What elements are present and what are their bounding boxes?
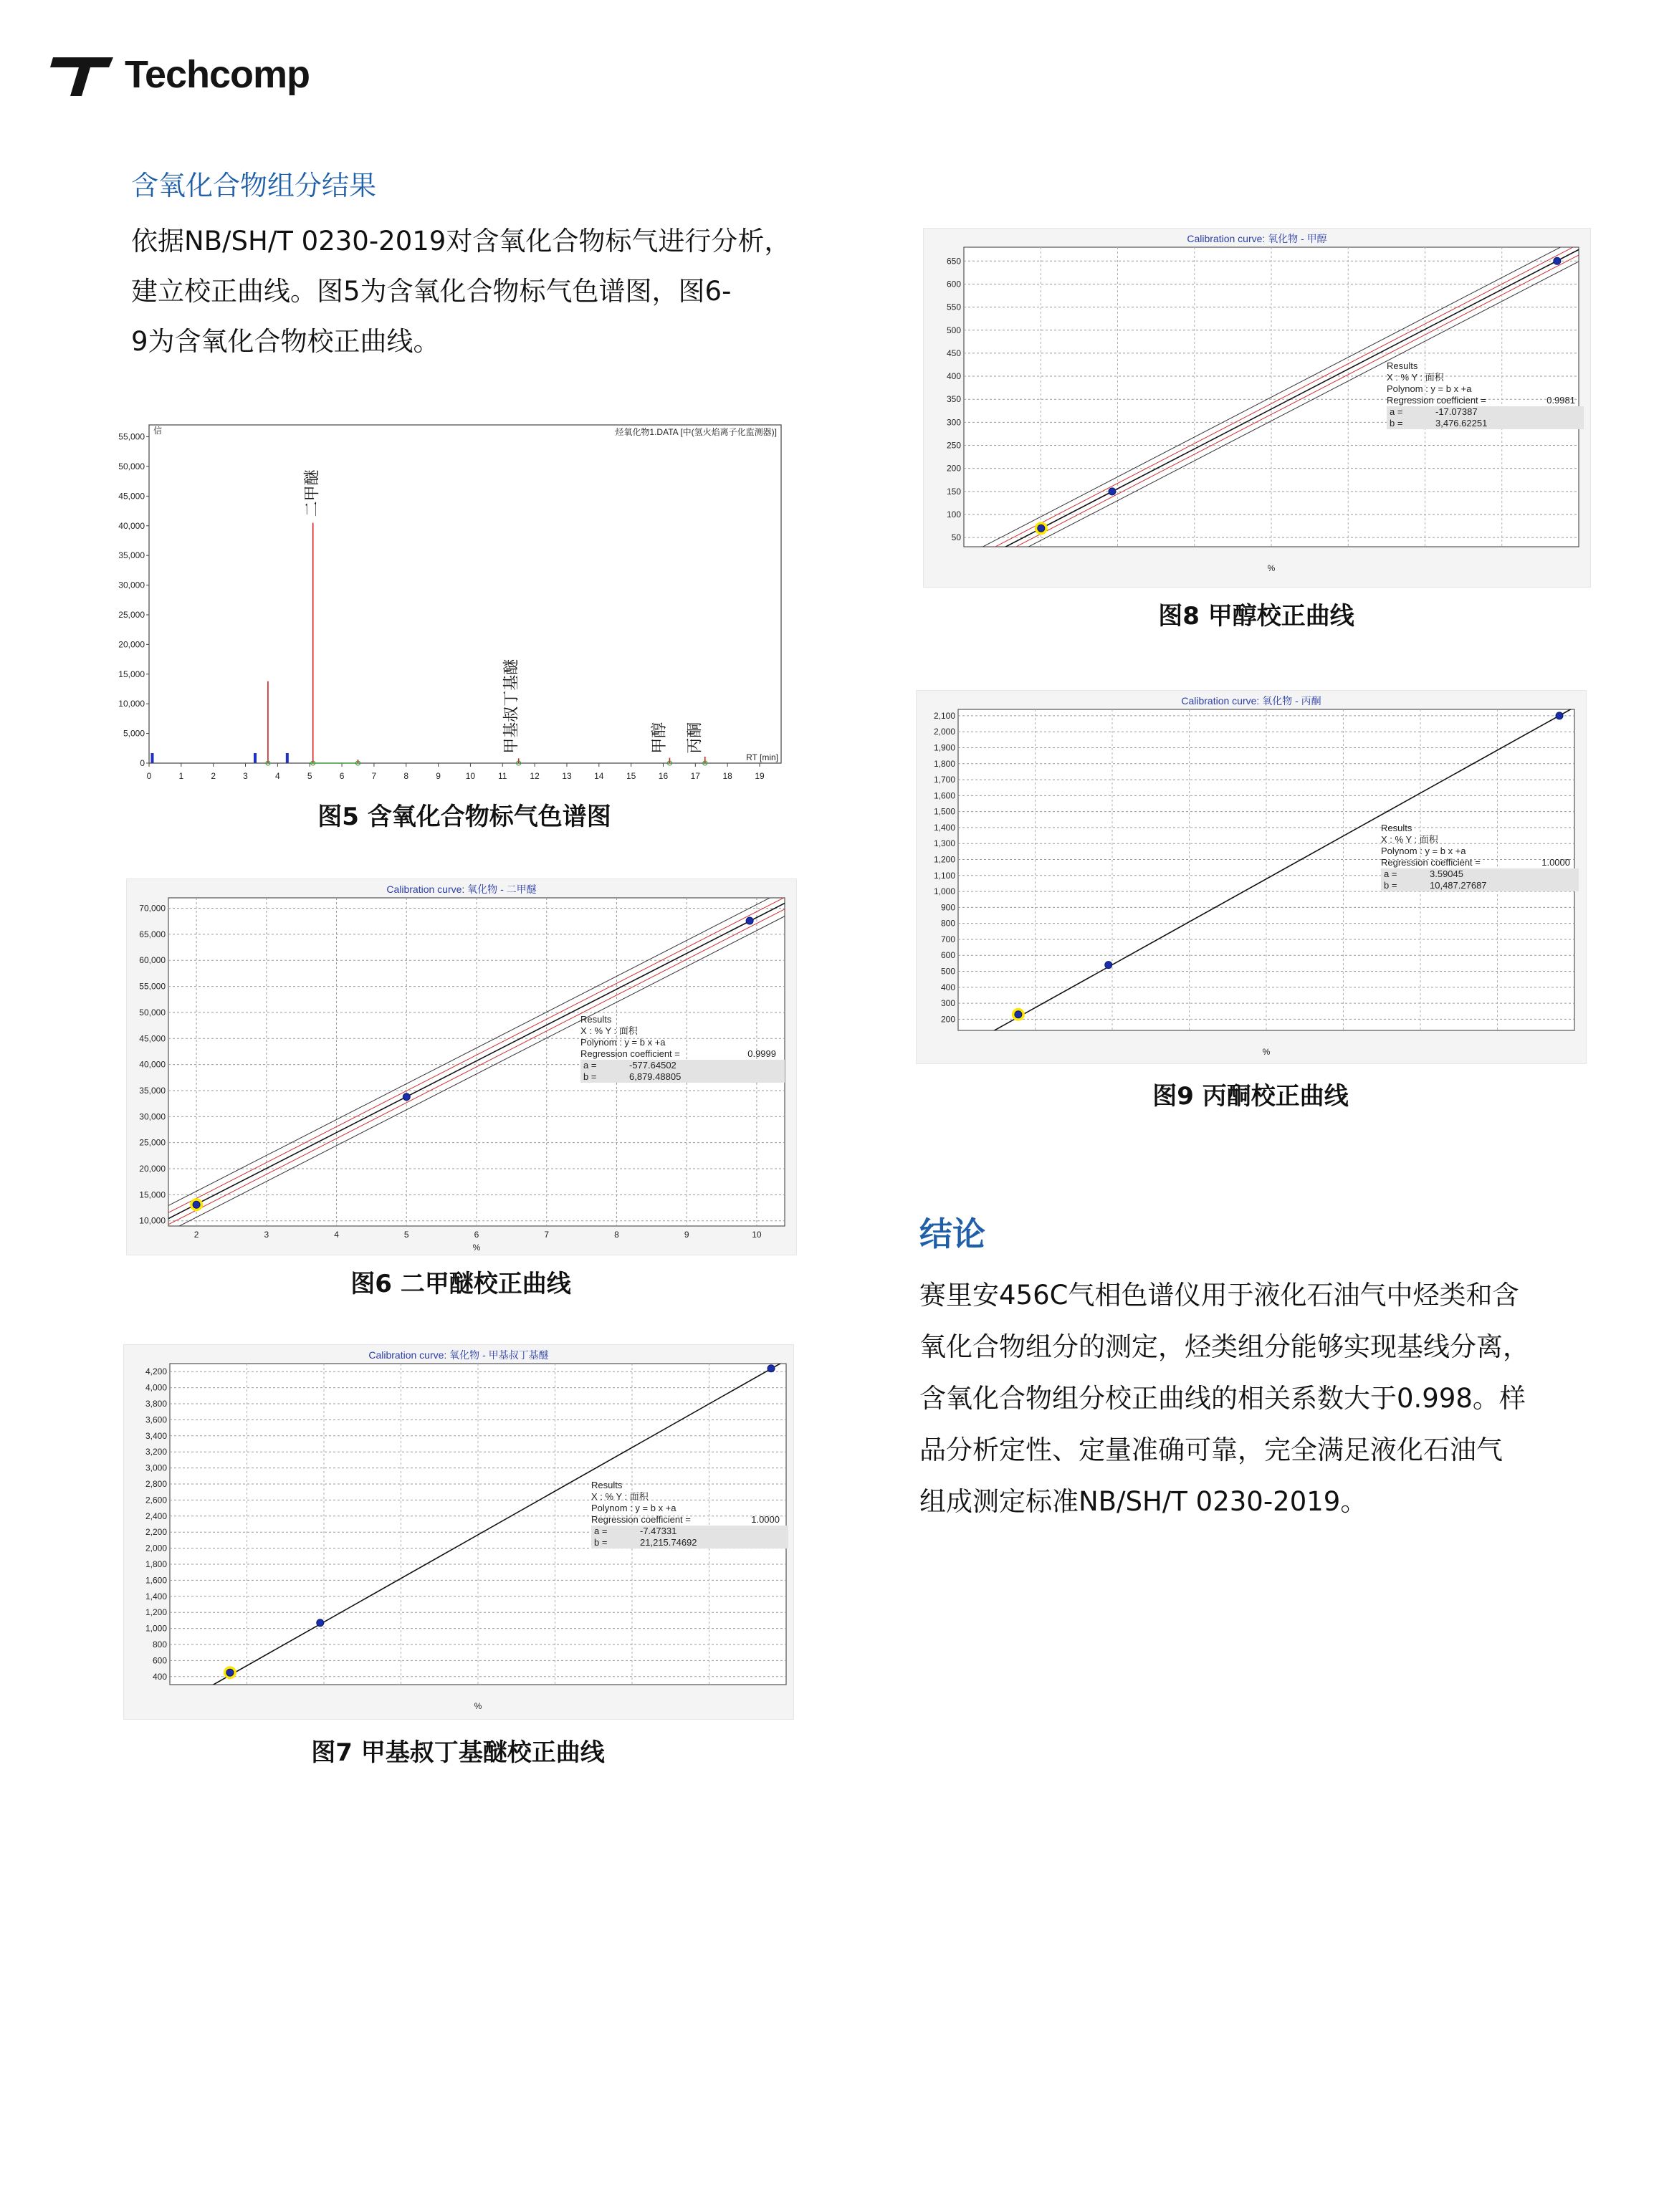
results-a: a = 3.59045	[1381, 868, 1579, 880]
y-tick-label: 5,000	[123, 728, 145, 739]
y-tick-label: 800	[152, 1639, 167, 1650]
y-tick-label: 25,000	[118, 609, 145, 620]
results-box	[580, 1014, 785, 1083]
x-tick-label: 9	[684, 1230, 689, 1240]
results-xy: X : % Y : 面积	[1381, 834, 1438, 845]
y-tick-label: 3,000	[145, 1462, 167, 1473]
figure-7	[123, 1344, 794, 1720]
x-tick-label: 2	[211, 771, 216, 781]
y-tick-label: 1,900	[933, 742, 955, 753]
y-tick-label: 2,800	[145, 1479, 167, 1489]
plot-area	[149, 425, 781, 763]
results-xy: X : % Y : 面积	[1387, 372, 1444, 383]
data-point	[1109, 488, 1116, 495]
y-tick-label: 250	[946, 440, 961, 451]
calibration-title: Calibration curve: 氧化物 - 丙酮	[1181, 695, 1321, 707]
y-tick-label: 400	[152, 1671, 167, 1682]
y-tick-label: 55,000	[139, 981, 166, 992]
x-tick-label: 16	[658, 771, 669, 781]
event-marker	[150, 753, 153, 763]
y-tick-label: 45,000	[139, 1033, 166, 1044]
y-tick-label: 10,000	[139, 1215, 166, 1226]
y-tick-label: 700	[940, 934, 955, 944]
y-tick-label: 0	[140, 758, 145, 768]
y-tick-label: 25,000	[139, 1137, 166, 1148]
data-point	[746, 917, 753, 924]
results-title: Results	[1381, 823, 1412, 833]
results-regression: Regression coefficient = 1.0000	[591, 1514, 780, 1525]
data-point	[1105, 962, 1112, 969]
y-tick-label: 70,000	[139, 903, 166, 914]
results-title: Results	[1387, 360, 1418, 371]
section-title: 含氧化合物组分结果	[131, 170, 377, 201]
x-tick-label: 11	[498, 771, 507, 781]
y-tick-label: 1,200	[933, 854, 955, 865]
y-tick-label: 500	[940, 966, 955, 977]
brand-logo	[50, 49, 310, 100]
calibration-title: Calibration curve: 氧化物 - 甲醇	[1187, 233, 1327, 244]
peak-label: 甲基叔丁基醚	[502, 659, 521, 754]
y-tick-label: 500	[946, 325, 961, 335]
y-tick-label: 2,600	[145, 1495, 167, 1505]
x-tick-label: 14	[594, 771, 604, 781]
x-tick-label: 10	[465, 771, 476, 781]
data-point	[1015, 1011, 1022, 1018]
conclusion-paragraph	[919, 1270, 1607, 1528]
data-point	[768, 1365, 775, 1372]
results-polynom: Polynom : y = b x +a	[591, 1503, 676, 1513]
x-tick-label: 8	[403, 771, 409, 781]
results-b: b = 6,879.48805	[580, 1071, 785, 1083]
x-axis-label: %	[1262, 1047, 1271, 1057]
data-point	[1038, 525, 1045, 532]
y-tick-label: 450	[946, 348, 961, 358]
results-a: a = -7.47331	[591, 1526, 788, 1537]
figure-8	[923, 228, 1591, 588]
y-tick-label: 400	[940, 982, 955, 992]
para-line: 建立校正曲线。图5为含氧化合物标气色谱图，图6-	[131, 276, 732, 307]
x-tick-label: 5	[403, 1230, 409, 1240]
y-tick-label: 200	[946, 463, 961, 474]
y-tick-label: 15,000	[139, 1189, 166, 1200]
y-tick-label: 900	[940, 902, 955, 913]
y-tick-label: 1,300	[933, 838, 955, 849]
x-tick-label: 6	[339, 771, 345, 781]
y-tick-label: 60,000	[139, 955, 166, 966]
y-tick-label: 3,800	[145, 1399, 167, 1409]
peak-label: 甲醇	[650, 722, 669, 754]
data-point	[226, 1669, 234, 1676]
peak-label: 丙酮	[686, 722, 704, 754]
results-polynom: Polynom : y = b x +a	[1381, 846, 1466, 856]
figure-9-caption: 图9 丙酮校正曲线	[1152, 1082, 1349, 1111]
para-line: 依据NB/SH/T 0230-2019对含氧化合物标气进行分析，	[131, 226, 791, 257]
x-tick-label: 9	[436, 771, 441, 781]
results-box	[1381, 823, 1579, 891]
results-polynom: Polynom : y = b x +a	[1387, 383, 1472, 394]
brand-name: Techcomp	[125, 53, 310, 96]
y-tick-label: 1,100	[933, 870, 955, 881]
y-tick-label: 50,000	[139, 1007, 166, 1018]
y-tick-label: 300	[946, 417, 961, 428]
y-tick-label: 20,000	[118, 639, 145, 650]
x-tick-label: 15	[626, 771, 636, 781]
x-tick-label: 8	[614, 1230, 619, 1240]
figure-7-caption: 图7 甲基叔丁基醚校正曲线	[311, 1738, 605, 1767]
y-tick-label: 300	[940, 998, 955, 1009]
event-marker	[286, 753, 289, 763]
conclusion-title: 结论	[919, 1215, 985, 1253]
y-tick-label: 600	[946, 279, 961, 289]
results-title: Results	[591, 1480, 623, 1490]
y-tick-label: 4,200	[145, 1366, 167, 1377]
y-tick-label: 1,500	[933, 806, 955, 817]
results-xy: X : % Y : 面积	[580, 1025, 638, 1036]
y-tick-label: 55,000	[118, 431, 145, 442]
x-tick-label: 2	[193, 1230, 199, 1240]
x-tick-label: 4	[275, 771, 280, 781]
y-tick-label: 1,800	[933, 758, 955, 769]
results-regression: Regression coefficient = 1.0000	[1381, 857, 1570, 868]
y-tick-label: 35,000	[118, 550, 145, 561]
y-tick-label: 15,000	[118, 669, 145, 679]
data-point	[1554, 257, 1561, 264]
x-tick-label: 4	[334, 1230, 339, 1240]
y-tick-label: 3,600	[145, 1414, 167, 1425]
y-tick-label: 1,000	[933, 886, 955, 897]
section-paragraph	[131, 216, 848, 367]
y-tick-label: 30,000	[118, 580, 145, 590]
y-tick-label: 2,000	[933, 727, 955, 737]
x-tick-label: 3	[264, 1230, 269, 1240]
results-xy: X : % Y : 面积	[591, 1491, 649, 1502]
conclusion-line: 组成测定标准NB/SH/T 0230-2019。	[919, 1486, 1367, 1517]
y-tick-label: 1,400	[145, 1591, 167, 1601]
x-tick-label: 7	[544, 1230, 550, 1240]
y-tick-label: 1,600	[933, 790, 955, 801]
calibration-title: Calibration curve: 氧化物 - 甲基叔丁基醚	[368, 1349, 549, 1361]
x-tick-label: 10	[752, 1230, 762, 1240]
conclusion-line: 品分析定性、定量准确可靠，完全满足液化石油气	[919, 1435, 1503, 1465]
peak-label: 二甲醚	[303, 469, 322, 517]
y-tick-label: 65,000	[139, 929, 166, 939]
x-tick-label: 13	[562, 771, 572, 781]
y-tick-label: 200	[940, 1014, 955, 1025]
figure-6	[126, 878, 797, 1255]
x-axis-label: %	[1267, 563, 1276, 573]
results-b: b = 21,215.74692	[591, 1537, 788, 1548]
y-tick-label: 1,800	[145, 1559, 167, 1569]
results-polynom: Polynom : y = b x +a	[580, 1037, 666, 1048]
y-tick-label: 3,200	[145, 1447, 167, 1457]
x-tick-label: 6	[474, 1230, 479, 1240]
data-point	[317, 1619, 324, 1627]
y-tick-label: 10,000	[118, 699, 145, 709]
chromatogram-chart	[118, 405, 801, 792]
y-tick-label: 4,000	[145, 1382, 167, 1393]
y-tick-label: 1,200	[145, 1607, 167, 1618]
y-tick-label: 45,000	[118, 491, 145, 502]
results-box	[1387, 360, 1584, 429]
y-tick-label: 1,400	[933, 822, 955, 833]
x-tick-label: 19	[755, 771, 765, 781]
x-tick-label: 7	[371, 771, 377, 781]
techcomp-logo-icon	[50, 52, 116, 97]
y-tick-label: 350	[946, 394, 961, 405]
y-tick-label: 600	[940, 950, 955, 961]
x-tick-label: 5	[307, 771, 312, 781]
figure-5	[118, 405, 801, 792]
y-tick-label: 2,200	[145, 1527, 167, 1538]
para-line: 9为含氧化合物校正曲线。	[131, 326, 440, 357]
data-point	[403, 1093, 410, 1101]
y-tick-label: 550	[946, 302, 961, 312]
x-axis-label: %	[474, 1701, 482, 1711]
x-tick-label: 3	[243, 771, 248, 781]
chart-legend: 烃氧化物1.DATA [中(氢火焰离子化监测器)]	[615, 427, 777, 437]
y-tick-label: 2,100	[933, 710, 955, 721]
x-tick-label: 12	[530, 771, 540, 781]
conclusion-line: 赛里安456C气相色谱仪用于液化石油气中烃类和含	[919, 1280, 1519, 1311]
results-a: a = -17.07387	[1387, 406, 1584, 418]
results-b: b = 3,476.62251	[1387, 418, 1584, 429]
figure-6-caption: 图6 二甲醚校正曲线	[350, 1270, 571, 1298]
x-tick-label: 17	[690, 771, 700, 781]
x-tick-label: 0	[146, 771, 152, 781]
y-tick-label: 1,000	[145, 1623, 167, 1634]
x-tick-label: 1	[178, 771, 184, 781]
x-axis-label: %	[472, 1243, 481, 1253]
results-b: b = 10,487.27687	[1381, 880, 1579, 891]
y-tick-label: 150	[946, 486, 961, 497]
results-box	[591, 1480, 788, 1548]
y-tick-label: 35,000	[139, 1085, 166, 1096]
y-tick-label: 600	[152, 1655, 167, 1666]
y-tick-label: 800	[940, 918, 955, 929]
conclusion-line: 含氧化合物组分校正曲线的相关系数大于0.998。样	[919, 1383, 1526, 1414]
y-tick-label: 50	[951, 532, 961, 543]
y-tick-label: 50,000	[118, 461, 145, 471]
y-tick-label: 650	[946, 256, 961, 267]
y-tick-label: 20,000	[139, 1164, 166, 1174]
figure-8-caption: 图8 甲醇校正曲线	[1158, 602, 1354, 631]
y-tick-label: 1,700	[933, 775, 955, 785]
y-unit-label: 信	[153, 426, 163, 436]
y-tick-label: 2,400	[145, 1510, 167, 1521]
results-title: Results	[580, 1014, 612, 1025]
y-tick-label: 3,400	[145, 1430, 167, 1441]
y-tick-label: 30,000	[139, 1111, 166, 1122]
x-unit-label: RT [min]	[746, 752, 778, 762]
y-tick-label: 100	[946, 509, 961, 520]
calibration-title: Calibration curve: 氧化物 - 二甲醚	[386, 884, 537, 895]
event-marker	[254, 753, 257, 763]
conclusion-line: 氧化合物组分的测定，烃类组分能够实现基线分离，	[919, 1331, 1529, 1362]
figure-9	[916, 690, 1587, 1064]
x-tick-label: 18	[722, 771, 732, 781]
y-tick-label: 2,000	[145, 1543, 167, 1553]
data-point	[193, 1201, 200, 1208]
y-tick-label: 1,600	[145, 1575, 167, 1586]
y-tick-label: 40,000	[139, 1059, 166, 1070]
results-regression: Regression coefficient = 0.9981	[1387, 395, 1575, 406]
data-point	[1556, 712, 1563, 719]
results-a: a = -577.64502	[580, 1060, 785, 1071]
figure-5-caption: 图5 含氧化合物标气色谱图	[317, 803, 611, 831]
results-regression: Regression coefficient = 0.9999	[580, 1048, 776, 1059]
y-tick-label: 40,000	[118, 520, 145, 531]
y-tick-label: 400	[946, 371, 961, 382]
